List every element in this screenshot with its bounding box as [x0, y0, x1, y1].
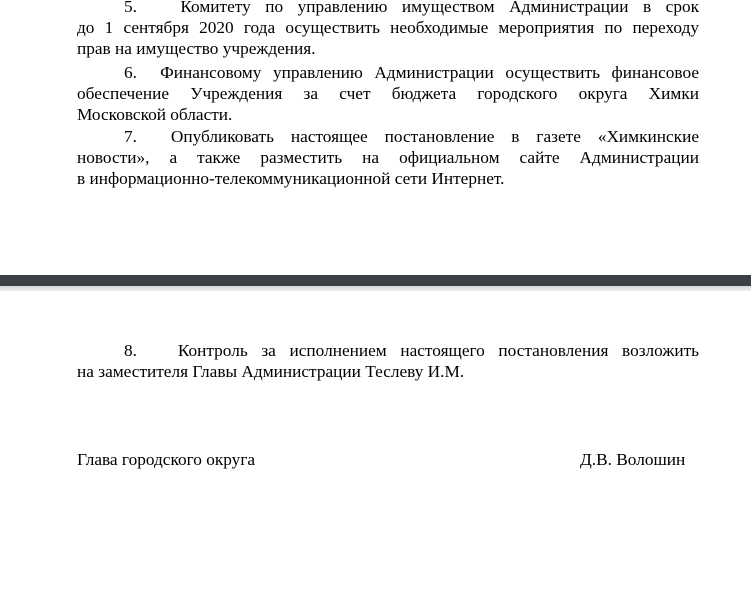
paragraph-item-6: [77, 62, 699, 126]
text-line: прав на имущество учреждения.: [77, 39, 316, 59]
text-line: 8. Контроль за исполнением настоящего постановления возложить: [124, 341, 699, 360]
signature-position: Глава городского округа: [77, 450, 256, 469]
paragraph-item-8: [77, 340, 699, 382]
document-page-1: [0, 0, 751, 275]
paragraph-item-5: [77, 0, 699, 60]
text-line: 7. Опубликовать настоящее постановление в газете «Химкинские: [124, 127, 699, 146]
paragraph-item-7: [77, 126, 699, 190]
text-line: до 1 сентября 2020 года осуществить необходимые мероприятия по переходу: [77, 18, 699, 38]
page-separator: [0, 275, 751, 291]
text-line: 6. Финансовому управлению Администрации осуществить финансовое: [124, 63, 699, 82]
text-line: на заместителя Главы Администрации Теслеву И.М.: [77, 362, 465, 382]
text-line: в информационно-телекоммуникационной сети Интернет.: [77, 169, 505, 189]
text-line: Московской области.: [77, 105, 233, 125]
text-line: 5. Комитету по управлению имуществом Администрации в срок: [124, 0, 699, 16]
text-line: обеспечение Учреждения за счет бюджета городского округа Химки: [77, 84, 699, 104]
signature-name: Д.В. Волошин: [580, 450, 686, 469]
text-line: новости», а также разместить на официальном сайте Администрации: [77, 148, 699, 168]
